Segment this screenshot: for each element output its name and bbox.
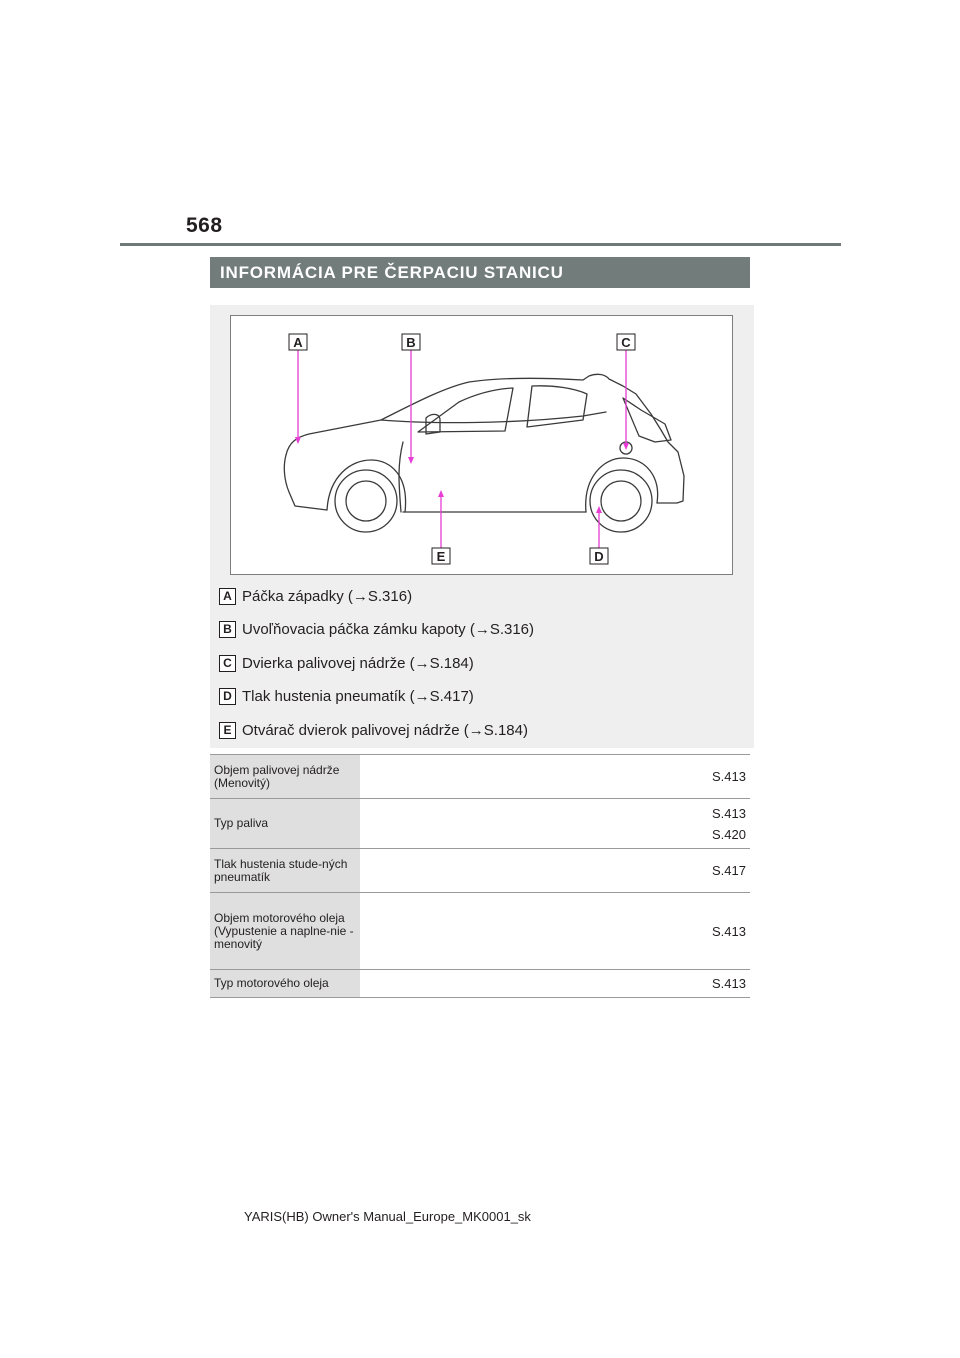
- callout-letter-b: B: [406, 335, 416, 350]
- car-side-illustration: [231, 316, 732, 574]
- callout-legend: [219, 586, 534, 753]
- table-label: Tlak hustenia stude-ných pneumatík: [210, 849, 360, 892]
- callout-letter-e: E: [436, 549, 446, 564]
- table-label: Objem motorového oleja (Vypustenie a naplne-nie - menovitý: [210, 893, 360, 969]
- table-value-cell: [360, 893, 750, 969]
- table-row: [210, 892, 750, 969]
- table-value-cell: [360, 970, 750, 997]
- table-row: [210, 754, 750, 798]
- front-wheel: [335, 470, 397, 532]
- car-body-outline: [286, 374, 684, 503]
- callout-letter-d: D: [594, 549, 604, 564]
- legend-badge: C: [219, 655, 236, 672]
- table-row: [210, 798, 750, 848]
- table-value-cell: [360, 849, 750, 892]
- legend-badge: A: [219, 588, 236, 605]
- page-reference: S.417: [712, 863, 746, 878]
- car-diagram-frame: [230, 315, 733, 575]
- legend-badge: E: [219, 722, 236, 739]
- page-reference: S.413: [712, 805, 746, 821]
- section-title: INFORMÁCIA PRE ČERPACIU STANICU: [210, 257, 750, 288]
- table-row: [210, 848, 750, 892]
- page-number: 568: [186, 214, 223, 237]
- legend-text: Páčka západky (→S.316): [242, 588, 413, 605]
- page-reference: S.420: [712, 826, 746, 842]
- table-value-cell: [360, 755, 750, 798]
- rear-window: [527, 386, 587, 427]
- legend-text: Tlak hustenia pneumatík (→S.417): [242, 688, 474, 706]
- callout-letter-c: C: [621, 335, 631, 350]
- table-label: Typ motorového oleja: [210, 970, 360, 997]
- page-reference: S.413: [712, 923, 746, 939]
- legend-text: Uvoľňovacia páčka zámku kapoty (→S.316): [242, 621, 535, 639]
- legend-item: [219, 619, 534, 652]
- front-door-seam: [399, 442, 403, 512]
- footer-text: YARIS(HB) Owner's Manual_Europe_MK0001_sk: [244, 1209, 531, 1224]
- table-label: Typ paliva: [210, 799, 360, 848]
- header-rule: [120, 243, 841, 246]
- legend-text: Otvárač dvierok palivovej nádrže (→S.184): [242, 721, 528, 739]
- legend-item: [219, 720, 534, 753]
- fuel-info-table: [210, 754, 750, 998]
- legend-item: [219, 653, 534, 686]
- page-reference: S.413: [712, 769, 746, 784]
- page-reference: S.413: [712, 976, 746, 991]
- legend-badge: D: [219, 688, 236, 705]
- legend-item: [219, 686, 534, 719]
- car-front-bumper: [284, 455, 327, 510]
- table-label: Objem palivovej nádrže (Menovitý): [210, 755, 360, 798]
- legend-item: [219, 586, 534, 619]
- legend-text: Dvierka palivovej nádrže (→S.184): [242, 654, 474, 672]
- table-value-cell: [360, 799, 750, 848]
- table-row: [210, 969, 750, 998]
- callout-letter-a: A: [293, 335, 303, 350]
- legend-badge: B: [219, 621, 236, 638]
